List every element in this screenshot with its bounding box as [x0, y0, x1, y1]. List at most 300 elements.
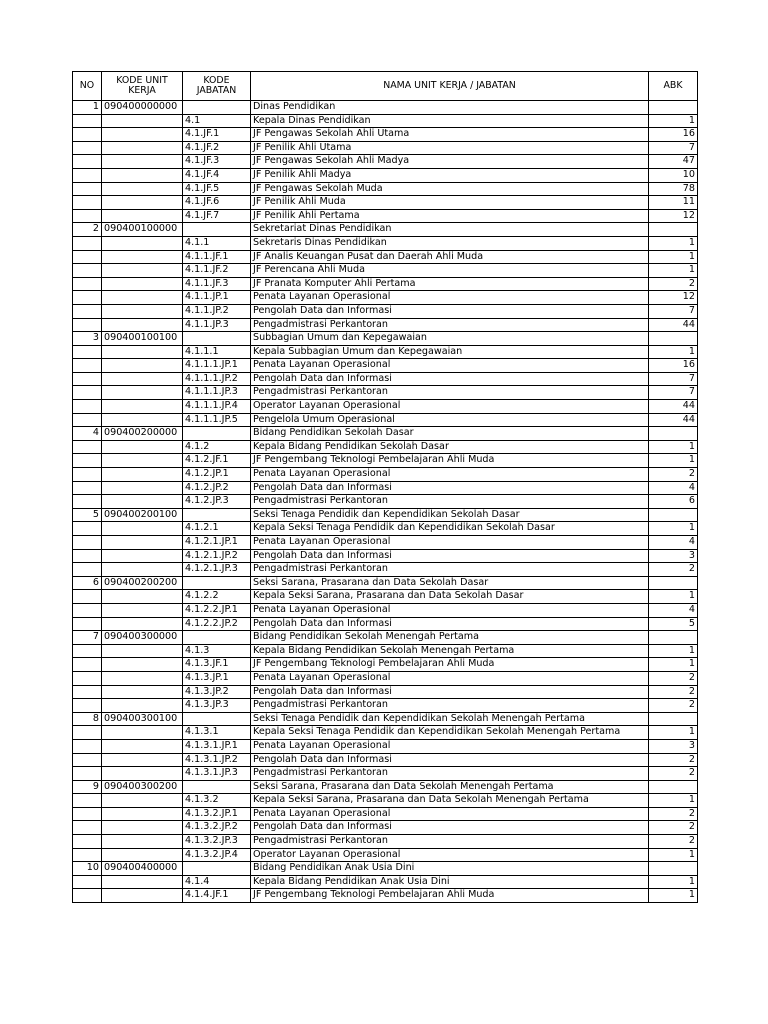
kode-jabatan-cell: 4.1.3.JP.2 [183, 685, 251, 699]
no-cell [73, 603, 102, 617]
kode-jabatan-cell: 4.1.1.JF.1 [183, 250, 251, 264]
kode-unit-kerja-cell [102, 726, 183, 740]
kode-jabatan-cell: 4.1.3.2.JP.4 [183, 848, 251, 862]
no-cell: 10 [73, 862, 102, 876]
abk-cell: 4 [649, 481, 698, 495]
abk-cell: 2 [649, 277, 698, 291]
abk-cell: 1 [649, 658, 698, 672]
kode-jabatan-cell: 4.1.2.2.JP.2 [183, 617, 251, 631]
abk-cell: 1 [649, 236, 698, 250]
table-row [73, 304, 698, 318]
unit-row [73, 223, 698, 237]
kode-unit-kerja-cell [102, 128, 183, 142]
no-cell [73, 400, 102, 414]
table-row [73, 549, 698, 563]
kode-unit-kerja-cell: 090400200000 [102, 427, 183, 441]
table-row [73, 468, 698, 482]
kode-jabatan-cell: 4.1.JF.7 [183, 209, 251, 223]
no-cell [73, 155, 102, 169]
abk-cell [649, 508, 698, 522]
kode-unit-kerja-cell [102, 345, 183, 359]
no-cell [73, 767, 102, 781]
table-row [73, 481, 698, 495]
table-row [73, 495, 698, 509]
abk-cell [649, 576, 698, 590]
header-no: NO [73, 72, 102, 101]
no-cell [73, 685, 102, 699]
kode-unit-kerja-cell [102, 848, 183, 862]
nama-cell: JF Pengawas Sekolah Ahli Utama [251, 128, 649, 142]
kode-unit-kerja-cell [102, 481, 183, 495]
no-cell [73, 304, 102, 318]
nama-cell: Penata Layanan Operasional [251, 739, 649, 753]
no-cell [73, 236, 102, 250]
kode-unit-kerja-cell: 090400400000 [102, 862, 183, 876]
kode-jabatan-cell: 4.1.2.1.JP.1 [183, 536, 251, 550]
table-row [73, 141, 698, 155]
kode-unit-kerja-cell: 090400300200 [102, 780, 183, 794]
no-cell [73, 141, 102, 155]
kode-unit-kerja-cell [102, 182, 183, 196]
abk-cell [649, 101, 698, 115]
kode-jabatan-cell: 4.1.2.2 [183, 590, 251, 604]
table-row [73, 413, 698, 427]
table-row [73, 264, 698, 278]
no-cell [73, 318, 102, 332]
header-row [73, 72, 698, 101]
table-row [73, 563, 698, 577]
abk-cell: 78 [649, 182, 698, 196]
kode-unit-kerja-cell [102, 318, 183, 332]
kode-unit-kerja-cell [102, 563, 183, 577]
no-cell [73, 440, 102, 454]
kode-unit-kerja-cell [102, 495, 183, 509]
kode-jabatan-cell: 4.1.1.1.JP.2 [183, 372, 251, 386]
table-row [73, 821, 698, 835]
nama-cell: Pengolah Data dan Informasi [251, 617, 649, 631]
no-cell [73, 563, 102, 577]
no-cell [73, 209, 102, 223]
no-cell [73, 889, 102, 903]
kode-jabatan-cell: 4.1.1.JP.2 [183, 304, 251, 318]
nama-cell: Kepala Seksi Tenaga Pendidik dan Kependidikan Sekolah Dasar [251, 522, 649, 536]
abk-cell [649, 780, 698, 794]
nama-cell: Kepala Seksi Sarana, Prasarana dan Data Sekolah Dasar [251, 590, 649, 604]
abk-cell: 44 [649, 318, 698, 332]
table-body [73, 101, 698, 903]
no-cell [73, 875, 102, 889]
kode-jabatan-cell: 4.1.3.JP.3 [183, 699, 251, 713]
no-cell [73, 549, 102, 563]
nama-cell: Pengadmistrasi Perkantoran [251, 318, 649, 332]
abk-cell: 2 [649, 699, 698, 713]
no-cell [73, 522, 102, 536]
abk-cell [649, 631, 698, 645]
abk-cell: 1 [649, 345, 698, 359]
no-cell [73, 250, 102, 264]
nama-cell: Penata Layanan Operasional [251, 671, 649, 685]
kode-unit-kerja-cell [102, 590, 183, 604]
abk-cell: 44 [649, 413, 698, 427]
abk-cell: 1 [649, 264, 698, 278]
kode-unit-kerja-cell [102, 454, 183, 468]
kode-unit-kerja-cell [102, 739, 183, 753]
unit-row [73, 427, 698, 441]
abk-cell: 2 [649, 671, 698, 685]
kode-unit-kerja-cell [102, 644, 183, 658]
table-row [73, 603, 698, 617]
kode-unit-kerja-cell: 090400300100 [102, 712, 183, 726]
nama-cell: Pengolah Data dan Informasi [251, 685, 649, 699]
nama-cell: Penata Layanan Operasional [251, 603, 649, 617]
no-cell: 6 [73, 576, 102, 590]
abk-cell: 2 [649, 835, 698, 849]
nama-cell: Pengolah Data dan Informasi [251, 549, 649, 563]
kode-unit-kerja-cell [102, 549, 183, 563]
abk-cell: 1 [649, 590, 698, 604]
nama-cell: Penata Layanan Operasional [251, 536, 649, 550]
kode-unit-kerja-cell: 090400300000 [102, 631, 183, 645]
kode-unit-kerja-cell [102, 468, 183, 482]
abk-cell: 10 [649, 168, 698, 182]
nama-cell: Pengolah Data dan Informasi [251, 821, 649, 835]
nama-cell: JF Pengembang Teknologi Pembelajaran Ahli Muda [251, 658, 649, 672]
table-row [73, 699, 698, 713]
no-cell [73, 590, 102, 604]
kode-unit-kerja-cell [102, 753, 183, 767]
nama-cell: Operator Layanan Operasional [251, 848, 649, 862]
kode-unit-kerja-cell [102, 794, 183, 808]
nama-cell: JF Pengawas Sekolah Muda [251, 182, 649, 196]
kode-unit-kerja-cell [102, 671, 183, 685]
nama-cell: Bidang Pendidikan Sekolah Menengah Pertama [251, 631, 649, 645]
abk-cell: 12 [649, 209, 698, 223]
nama-cell: Seksi Tenaga Pendidik dan Kependidikan Sekolah Menengah Pertama [251, 712, 649, 726]
nama-cell: Pengolah Data dan Informasi [251, 753, 649, 767]
kode-jabatan-cell: 4.1.4.JF.1 [183, 889, 251, 903]
kode-unit-kerja-cell [102, 264, 183, 278]
kode-jabatan-cell [183, 101, 251, 115]
header-kode-jabatan: KODE JABATAN [183, 72, 251, 101]
nama-cell: Kepala Bidang Pendidikan Sekolah Menengah Pertama [251, 644, 649, 658]
kode-jabatan-cell: 4.1 [183, 114, 251, 128]
table-row [73, 114, 698, 128]
abk-cell: 2 [649, 685, 698, 699]
table-row [73, 182, 698, 196]
kode-unit-kerja-cell: 090400200100 [102, 508, 183, 522]
kode-jabatan-cell: 4.1.1.JF.2 [183, 264, 251, 278]
kode-jabatan-cell: 4.1.3.1.JP.2 [183, 753, 251, 767]
no-cell: 8 [73, 712, 102, 726]
unit-row [73, 576, 698, 590]
kode-jabatan-cell: 4.1.3 [183, 644, 251, 658]
abk-cell: 1 [649, 726, 698, 740]
nama-cell: JF Penilik Ahli Pertama [251, 209, 649, 223]
no-cell [73, 794, 102, 808]
kode-unit-kerja-cell [102, 603, 183, 617]
kode-jabatan-cell: 4.1.2.JP.2 [183, 481, 251, 495]
no-cell [73, 481, 102, 495]
nama-cell: Bidang Pendidikan Sekolah Dasar [251, 427, 649, 441]
table-row [73, 522, 698, 536]
kode-unit-kerja-cell [102, 699, 183, 713]
nama-cell: JF Pengembang Teknologi Pembelajaran Ahli Muda [251, 454, 649, 468]
no-cell [73, 699, 102, 713]
no-cell: 3 [73, 332, 102, 346]
kode-jabatan-cell: 4.1.3.JP.1 [183, 671, 251, 685]
no-cell: 7 [73, 631, 102, 645]
table-row [73, 359, 698, 373]
nama-cell: Sekretariat Dinas Pendidikan [251, 223, 649, 237]
kode-unit-kerja-cell [102, 617, 183, 631]
kode-jabatan-cell: 4.1.JF.5 [183, 182, 251, 196]
table-row [73, 291, 698, 305]
kode-unit-kerja-cell: 090400200200 [102, 576, 183, 590]
kode-jabatan-cell: 4.1.JF.1 [183, 128, 251, 142]
abk-cell: 7 [649, 304, 698, 318]
no-cell [73, 807, 102, 821]
nama-cell: JF Pengembang Teknologi Pembelajaran Ahli Muda [251, 889, 649, 903]
table-row [73, 875, 698, 889]
table-row [73, 168, 698, 182]
abk-cell: 2 [649, 468, 698, 482]
table-row [73, 128, 698, 142]
nama-cell: Operator Layanan Operasional [251, 400, 649, 414]
nama-cell: Seksi Tenaga Pendidik dan Kependidikan Sekolah Dasar [251, 508, 649, 522]
abk-cell [649, 862, 698, 876]
abk-cell: 16 [649, 359, 698, 373]
table-row [73, 889, 698, 903]
table-row [73, 767, 698, 781]
no-cell [73, 168, 102, 182]
kode-jabatan-cell: 4.1.1.1 [183, 345, 251, 359]
kode-jabatan-cell: 4.1.4 [183, 875, 251, 889]
nama-cell: Sekretaris Dinas Pendidikan [251, 236, 649, 250]
kode-jabatan-cell: 4.1.JF.6 [183, 196, 251, 210]
table-row [73, 196, 698, 210]
kode-unit-kerja-cell: 090400100100 [102, 332, 183, 346]
kode-unit-kerja-cell [102, 291, 183, 305]
abk-cell: 3 [649, 549, 698, 563]
kode-unit-kerja-cell [102, 835, 183, 849]
abk-cell: 1 [649, 114, 698, 128]
abk-cell: 1 [649, 848, 698, 862]
table-header [73, 72, 698, 101]
table-row [73, 753, 698, 767]
kode-jabatan-cell [183, 576, 251, 590]
no-cell [73, 536, 102, 550]
no-cell [73, 617, 102, 631]
abk-cell: 11 [649, 196, 698, 210]
abk-cell [649, 223, 698, 237]
table-row [73, 590, 698, 604]
unit-row [73, 780, 698, 794]
nama-cell: Penata Layanan Operasional [251, 468, 649, 482]
kode-jabatan-cell: 4.1.1.JP.3 [183, 318, 251, 332]
kode-jabatan-cell [183, 712, 251, 726]
abk-cell: 44 [649, 400, 698, 414]
table-row [73, 440, 698, 454]
no-cell [73, 658, 102, 672]
table-row [73, 372, 698, 386]
kode-jabatan-cell: 4.1.3.2.JP.3 [183, 835, 251, 849]
table-row [73, 454, 698, 468]
kode-jabatan-cell: 4.1.2.1.JP.2 [183, 549, 251, 563]
no-cell [73, 644, 102, 658]
kode-jabatan-cell [183, 780, 251, 794]
nama-cell: Penata Layanan Operasional [251, 359, 649, 373]
kode-jabatan-cell: 4.1.2.JP.3 [183, 495, 251, 509]
kode-unit-kerja-cell [102, 168, 183, 182]
kode-jabatan-cell: 4.1.1.1.JP.1 [183, 359, 251, 373]
nama-cell: JF Perencana Ahli Muda [251, 264, 649, 278]
kode-unit-kerja-cell [102, 141, 183, 155]
header-nama-unit-kerja-jabatan: NAMA UNIT KERJA / JABATAN [251, 72, 649, 101]
kode-jabatan-cell [183, 427, 251, 441]
kode-jabatan-cell: 4.1.JF.4 [183, 168, 251, 182]
kode-jabatan-cell: 4.1.1.1.JP.4 [183, 400, 251, 414]
no-cell [73, 835, 102, 849]
no-cell [73, 264, 102, 278]
abk-cell [649, 427, 698, 441]
no-cell [73, 739, 102, 753]
kode-unit-kerja-cell [102, 536, 183, 550]
kode-unit-kerja-cell [102, 114, 183, 128]
no-cell [73, 821, 102, 835]
kode-unit-kerja-cell [102, 807, 183, 821]
kode-unit-kerja-cell [102, 440, 183, 454]
abk-cell: 1 [649, 522, 698, 536]
no-cell [73, 413, 102, 427]
table-row [73, 536, 698, 550]
unit-row [73, 332, 698, 346]
nama-cell: Pengadmistrasi Perkantoran [251, 835, 649, 849]
kode-unit-kerja-cell [102, 413, 183, 427]
no-cell [73, 345, 102, 359]
table-row [73, 386, 698, 400]
abk-cell: 2 [649, 807, 698, 821]
kode-unit-kerja-cell [102, 277, 183, 291]
nama-cell: Kepala Bidang Pendidikan Sekolah Dasar [251, 440, 649, 454]
abk-cell: 1 [649, 889, 698, 903]
kode-jabatan-cell: 4.1.2.JP.1 [183, 468, 251, 482]
abk-table [72, 71, 698, 903]
kode-unit-kerja-cell [102, 400, 183, 414]
no-cell [73, 372, 102, 386]
nama-cell: Kepala Bidang Pendidikan Anak Usia Dini [251, 875, 649, 889]
abk-cell: 1 [649, 250, 698, 264]
nama-cell: Pengelola Umum Operasional [251, 413, 649, 427]
abk-cell: 47 [649, 155, 698, 169]
no-cell: 2 [73, 223, 102, 237]
nama-cell: Pengadmistrasi Perkantoran [251, 767, 649, 781]
kode-jabatan-cell: 4.1.1.JF.3 [183, 277, 251, 291]
abk-cell [649, 332, 698, 346]
kode-jabatan-cell: 4.1.2 [183, 440, 251, 454]
nama-cell: JF Pranata Komputer Ahli Pertama [251, 277, 649, 291]
no-cell [73, 753, 102, 767]
no-cell: 4 [73, 427, 102, 441]
unit-row [73, 101, 698, 115]
kode-jabatan-cell [183, 508, 251, 522]
kode-unit-kerja-cell [102, 386, 183, 400]
table-row [73, 617, 698, 631]
nama-cell: JF Analis Keuangan Pusat dan Daerah Ahli Muda [251, 250, 649, 264]
kode-jabatan-cell: 4.1.2.1 [183, 522, 251, 536]
unit-row [73, 862, 698, 876]
kode-jabatan-cell: 4.1.3.2.JP.1 [183, 807, 251, 821]
kode-unit-kerja-cell [102, 875, 183, 889]
abk-cell: 4 [649, 536, 698, 550]
nama-cell: Penata Layanan Operasional [251, 291, 649, 305]
kode-jabatan-cell [183, 223, 251, 237]
no-cell [73, 114, 102, 128]
kode-unit-kerja-cell [102, 889, 183, 903]
kode-unit-kerja-cell: 090400000000 [102, 101, 183, 115]
unit-row [73, 631, 698, 645]
no-cell: 5 [73, 508, 102, 522]
kode-unit-kerja-cell [102, 250, 183, 264]
no-cell [73, 386, 102, 400]
header-abk: ABK [649, 72, 698, 101]
unit-row [73, 508, 698, 522]
table-row [73, 400, 698, 414]
table-row [73, 277, 698, 291]
nama-cell: Pengadmistrasi Perkantoran [251, 495, 649, 509]
no-cell: 1 [73, 101, 102, 115]
abk-cell: 3 [649, 739, 698, 753]
nama-cell: JF Penilik Ahli Utama [251, 141, 649, 155]
no-cell: 9 [73, 780, 102, 794]
kode-jabatan-cell: 4.1.3.2 [183, 794, 251, 808]
no-cell [73, 196, 102, 210]
nama-cell: Kepala Subbagian Umum dan Kepegawaian [251, 345, 649, 359]
kode-unit-kerja-cell [102, 209, 183, 223]
nama-cell: JF Pengawas Sekolah Ahli Madya [251, 155, 649, 169]
kode-unit-kerja-cell [102, 821, 183, 835]
abk-cell: 2 [649, 821, 698, 835]
kode-jabatan-cell: 4.1.3.1 [183, 726, 251, 740]
no-cell [73, 454, 102, 468]
kode-unit-kerja-cell [102, 304, 183, 318]
abk-cell: 1 [649, 644, 698, 658]
nama-cell: Kepala Seksi Tenaga Pendidik dan Kependidikan Sekolah Menengah Pertama [251, 726, 649, 740]
no-cell [73, 359, 102, 373]
table-row [73, 671, 698, 685]
kode-jabatan-cell: 4.1.JF.3 [183, 155, 251, 169]
abk-cell: 5 [649, 617, 698, 631]
no-cell [73, 848, 102, 862]
table-row [73, 644, 698, 658]
kode-unit-kerja-cell [102, 522, 183, 536]
kode-jabatan-cell: 4.1.JF.2 [183, 141, 251, 155]
abk-cell: 4 [649, 603, 698, 617]
nama-cell: Pengolah Data dan Informasi [251, 372, 649, 386]
nama-cell: Seksi Sarana, Prasarana dan Data Sekolah Dasar [251, 576, 649, 590]
nama-cell: Pengadmistrasi Perkantoran [251, 699, 649, 713]
kode-jabatan-cell [183, 631, 251, 645]
kode-jabatan-cell: 4.1.3.JF.1 [183, 658, 251, 672]
nama-cell: Kepala Seksi Sarana, Prasarana dan Data Sekolah Menengah Pertama [251, 794, 649, 808]
table-row [73, 807, 698, 821]
table-row [73, 685, 698, 699]
kode-jabatan-cell: 4.1.1.JP.1 [183, 291, 251, 305]
table-row [73, 739, 698, 753]
kode-unit-kerja-cell [102, 196, 183, 210]
abk-cell [649, 712, 698, 726]
kode-unit-kerja-cell [102, 658, 183, 672]
kode-unit-kerja-cell [102, 155, 183, 169]
